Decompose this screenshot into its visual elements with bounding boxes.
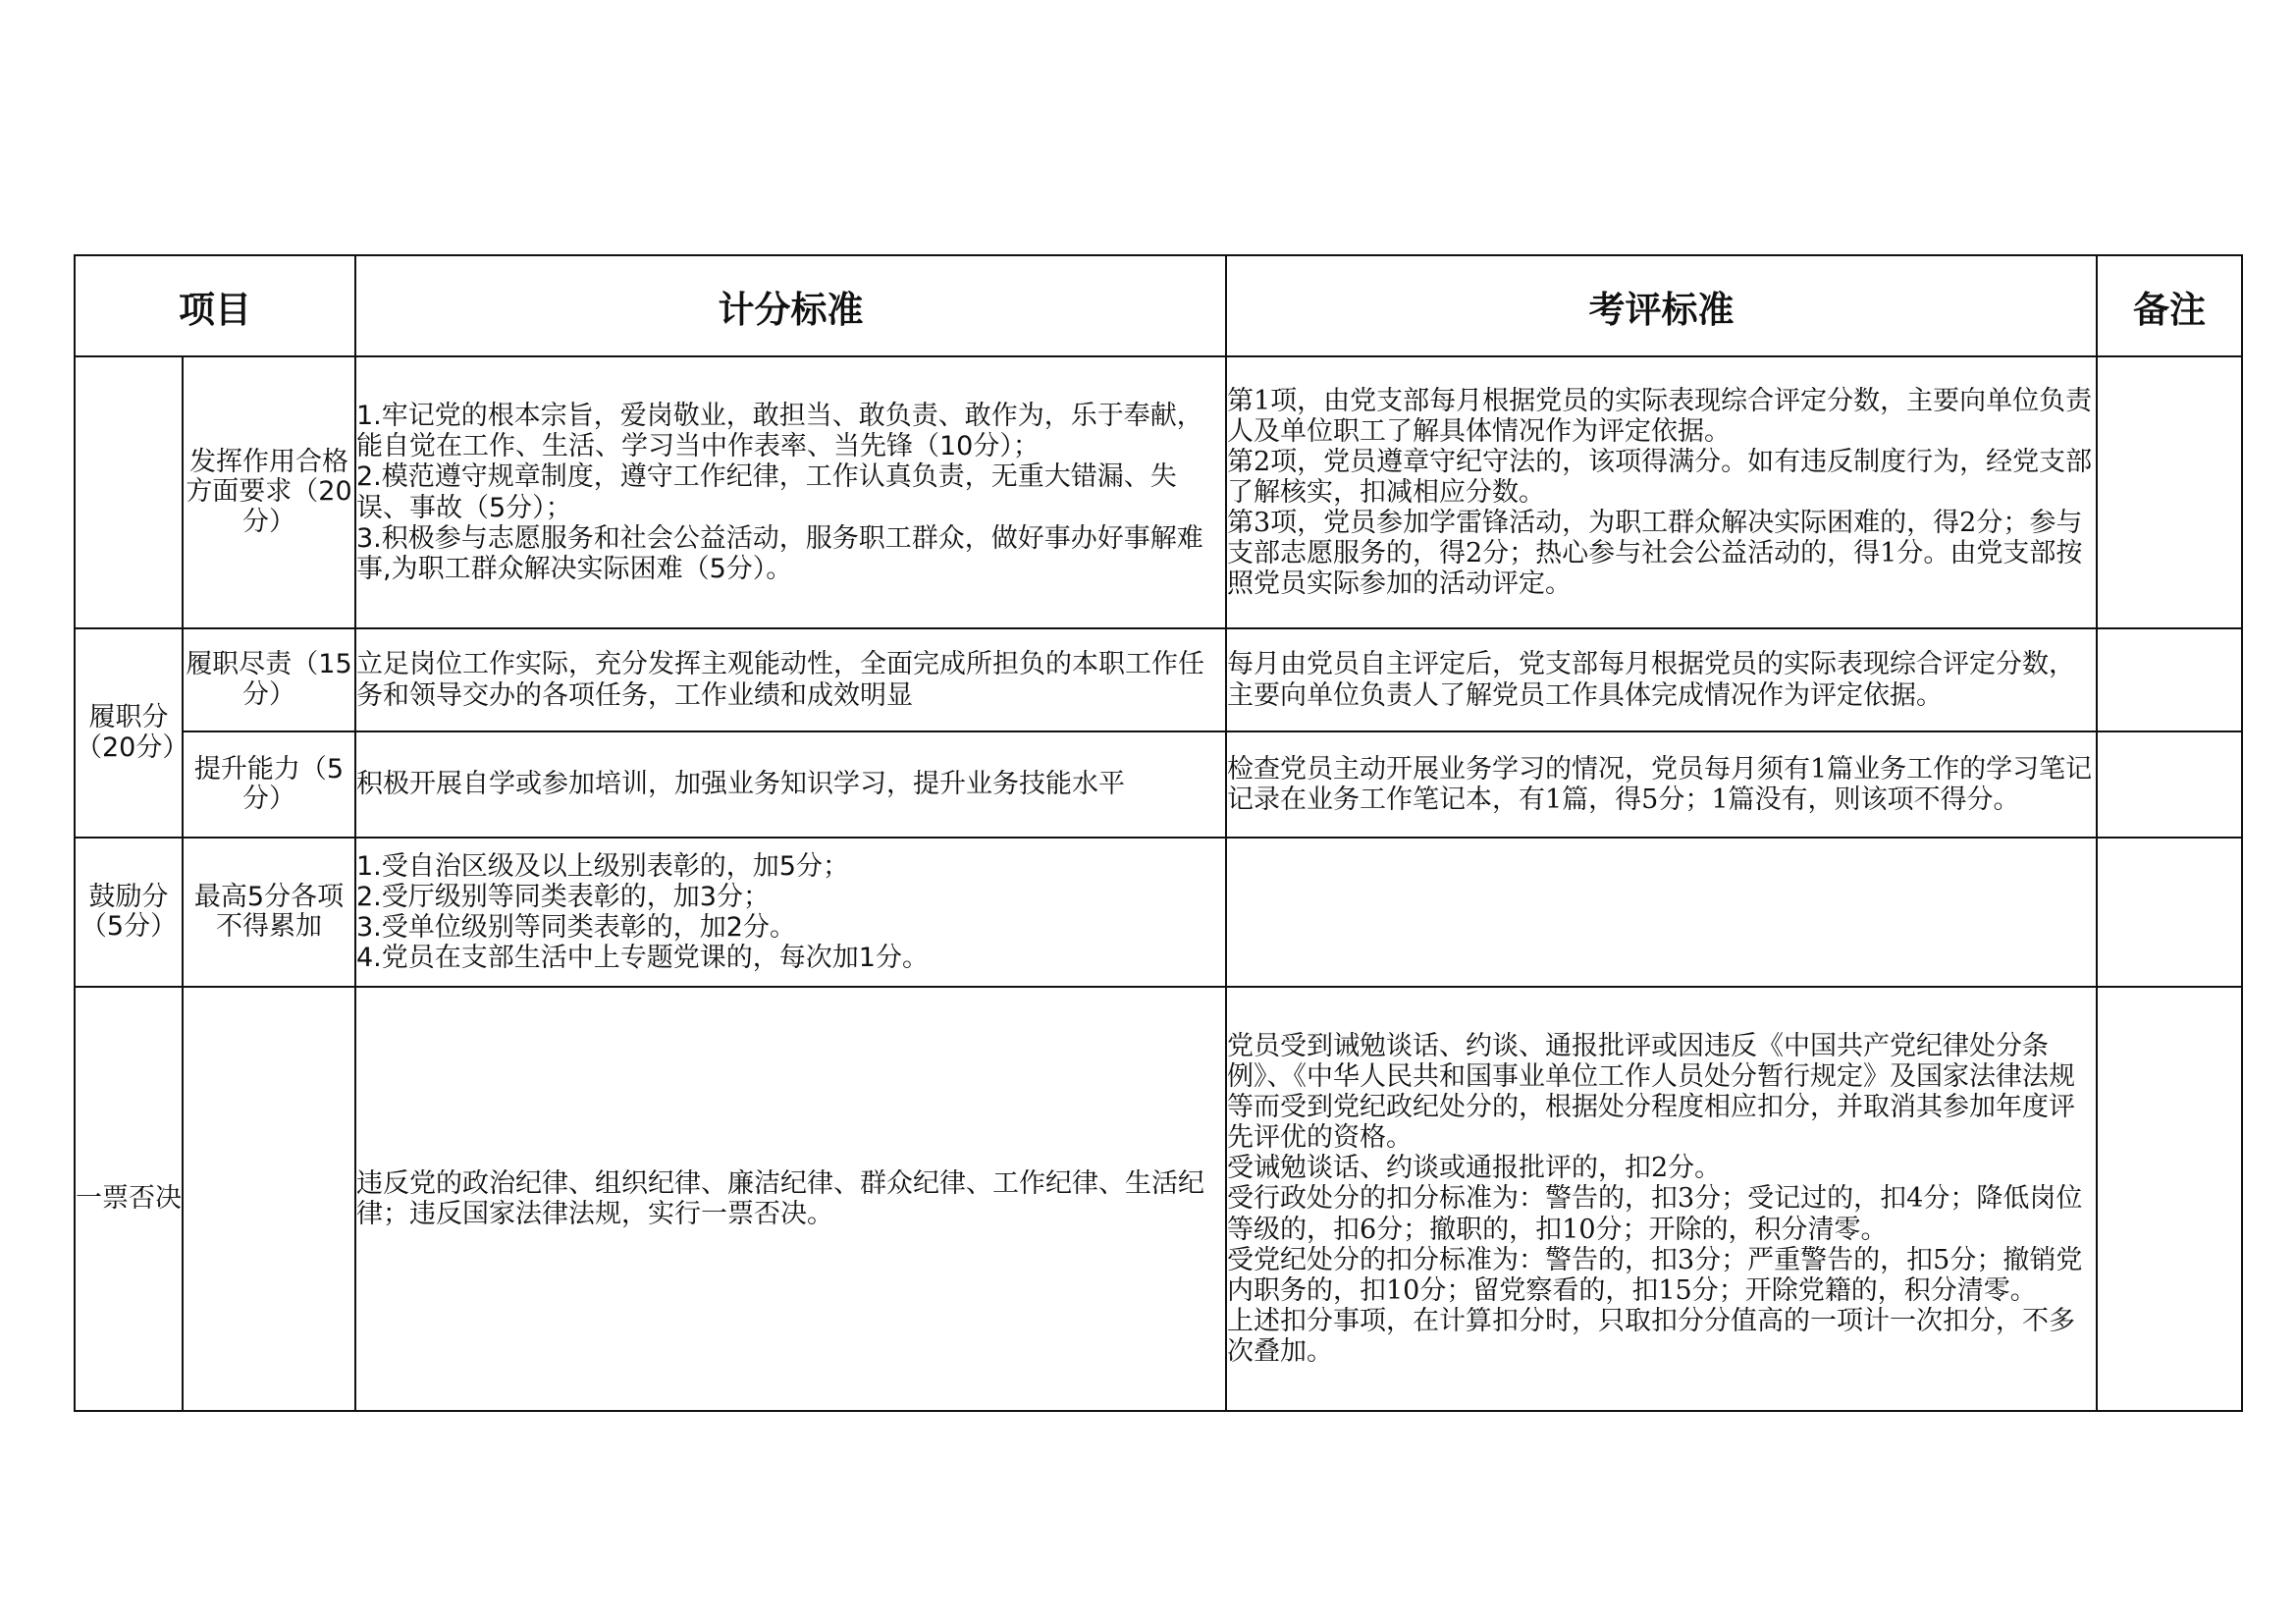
bonus-scoring-line-2: 2.受厅级别等同类表彰的，加3分； [356, 881, 770, 912]
table-row-duty-2 [75, 731, 2242, 838]
header-evaluation: 考评标准 [1226, 255, 2097, 356]
bonus-subitem: 最高5分各项不得累加 [183, 838, 355, 987]
veto-evaluation-line-4: 受党纪处分的扣分标准为：警告的，扣3分；严重警告的，扣5分；撤销党内职务的，扣10分；留党察看的，扣15分；开除党籍的，积分清零。 [1227, 1244, 2083, 1306]
role-scoring-line-1: 1.牢记党的根本宗旨，爱岗敬业，敢担当、敢负责、敢作为，乐于奉献，能自觉在工作、生活、学习当中作表率、当先锋（10分）； [356, 401, 1203, 462]
duty-scoring-2: 积极开展自学或参加培训，加强业务知识学习，提升业务技能水平 [355, 731, 1226, 838]
veto-evaluation-line-1: 党员受到诫勉谈话、约谈、通报批评或因违反《中国共产党纪律处分条例》、《中华人民共和国事业单位工作人员处分暂行规定》及国家法律法规等而受到党纪政纪处分的，根据处分程度相应扣分，并取消其参加年度评先评优的资格。 [1227, 1031, 2075, 1154]
duty-evaluation-2: 检查党员主动开展业务学习的情况，党员每月须有1篇业务工作的学习笔记记录在业务工作笔记本，有1篇，得5分；1篇没有，则该项不得分。 [1226, 731, 2097, 838]
veto-evaluation-line-3: 受行政处分的扣分标准为：警告的，扣3分；受记过的，扣4分；降低岗位等级的，扣6分；撤职的，扣10分；开除的，积分清零。 [1227, 1183, 2083, 1245]
duty-subitem-2: 提升能力（5分） [183, 731, 355, 838]
veto-evaluation-line-2: 受诫勉谈话、约谈或通报批评的，扣2分。 [1227, 1153, 1722, 1184]
header-scoring: 计分标准 [355, 255, 1226, 356]
duty-evaluation-1: 每月由党员自主评定后，党支部每月根据党员的实际表现综合评定分数，主要向单位负责人了解党员工作具体完成情况作为评定依据。 [1226, 628, 2097, 731]
role-scoring-line-3: 3.积极参与志愿服务和社会公益活动，服务职工群众，做好事办好事解难事,为职工群众解决实际困难（5分）。 [356, 522, 1203, 584]
role-subitem: 发挥作用合格方面要求（20分） [183, 356, 355, 628]
table-row-duty-1 [75, 628, 2242, 731]
bonus-scoring-line-3: 3.受单位级别等同类表彰的，加2分。 [356, 912, 796, 943]
bonus-scoring-line-1: 1.受自治区级及以上级别表彰的，加5分； [356, 850, 849, 882]
veto-category: 一票否决 [75, 987, 183, 1411]
bonus-scoring [355, 838, 1226, 987]
role-category-cell [75, 356, 183, 628]
duty-scoring-1: 立足岗位工作实际，充分发挥主观能动性，全面完成所担负的本职工作任务和领导交办的各项任务，工作业绩和成效明显 [355, 628, 1226, 731]
duty-category: 履职分（20分） [75, 628, 183, 838]
duty-subitem-1: 履职尽责（15分） [183, 628, 355, 731]
veto-evaluation [1226, 987, 2097, 1411]
table-row-veto [75, 987, 2242, 1411]
role-scoring [355, 356, 1226, 628]
table-row-role [75, 356, 2242, 628]
header-item: 项目 [75, 255, 355, 356]
header-row [75, 255, 2242, 356]
veto-scoring: 违反党的政治纪律、组织纪律、廉洁纪律、群众纪律、工作纪律、生活纪律；违反国家法律法规，实行一票否决。 [355, 987, 1226, 1411]
bonus-scoring-line-4: 4.党员在支部生活中上专题党课的，每次加1分。 [356, 943, 929, 974]
veto-evaluation-line-5: 上述扣分事项，在计算扣分时，只取扣分分值高的一项计一次扣分，不多次叠加。 [1227, 1305, 2075, 1367]
role-evaluation-line-1: 第1项，由党支部每月根据党员的实际表现综合评定分数，主要向单位负责人及单位职工了解具体情况作为评定依据。 [1227, 385, 2093, 447]
table-row-bonus [75, 838, 2242, 987]
role-remarks [2097, 356, 2242, 628]
bonus-evaluation [1226, 838, 2097, 987]
bonus-category: 鼓励分（5分） [75, 838, 183, 987]
assessment-table [74, 254, 2243, 1412]
header-remarks: 备注 [2097, 255, 2242, 356]
bonus-remarks [2097, 838, 2242, 987]
duty-remarks-2 [2097, 731, 2242, 838]
role-scoring-line-2: 2.模范遵守规章制度，遵守工作纪律，工作认真负责，无重大错漏、失误、事故（5分）； [356, 461, 1177, 523]
role-evaluation-line-2: 第2项，党员遵章守纪守法的，该项得满分。如有违反制度行为，经党支部了解核实，扣减相应分数。 [1227, 446, 2093, 508]
role-evaluation [1226, 356, 2097, 628]
duty-remarks-1 [2097, 628, 2242, 731]
veto-remarks [2097, 987, 2242, 1411]
veto-subitem-cell [183, 987, 355, 1411]
role-evaluation-line-3: 第3项，党员参加学雷锋活动，为职工群众解决实际困难的，得2分；参与支部志愿服务的，得2分；热心参与社会公益活动的，得1分。由党支部按照党员实际参加的活动评定。 [1227, 508, 2083, 600]
